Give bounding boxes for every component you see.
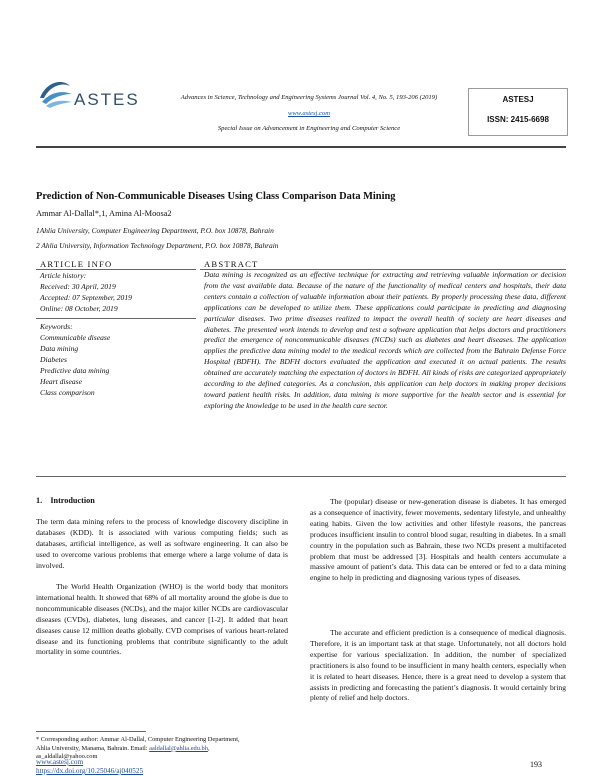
footnote-line	[36, 745, 288, 754]
footnote-text: ,	[207, 744, 210, 752]
affiliation-1: 1Ahlia University, Computer Engineering Department, P.O. box 10878, Bahrain	[36, 226, 274, 235]
abstract-bottom-rule	[36, 476, 566, 477]
keyword-item: Predictive data mining	[40, 366, 110, 375]
keyword-item: Data mining	[40, 344, 79, 353]
paper-title: Prediction of Non-Communicable Diseases Using Class Comparison Data Mining	[36, 191, 396, 202]
accepted-date: Accepted: 07 September, 2019	[40, 293, 132, 302]
journal-citation: Advances in Science, Technology and Engineering Systems Journal Vol. 4, No. 5, 193-206 (2019)	[180, 94, 438, 101]
footnote-text: Ahlia University, Manama, Bahrain. Email:	[36, 744, 150, 752]
right-column-2	[310, 628, 566, 704]
received-date: Received: 30 April, 2019	[40, 282, 116, 291]
article-info-heading: ARTICLE INFO	[40, 259, 113, 269]
affiliation-2: 2 Ahlia University, Information Technology Department, P.O. box 10878, Bahrain	[36, 241, 279, 250]
left-column	[36, 517, 288, 572]
info-mid-rule	[36, 318, 196, 319]
keywords-label: Keywords:	[40, 322, 73, 331]
logo-text: ASTES	[74, 90, 140, 109]
page-number: 193	[530, 760, 542, 769]
footer-url-link[interactable]: www.astesj.com	[36, 758, 84, 766]
paper-authors: Ammar Al-Dallal*,1, Amina Al-Moosa2	[36, 209, 172, 218]
right-column	[310, 497, 566, 584]
keyword-item: Class comparison	[40, 388, 95, 397]
history-label: Article history:	[40, 271, 87, 280]
footnote-line: * Corresponding author: Ammar Al-Dallal, Computer Engineering Department,	[36, 736, 240, 743]
journal-abbr: ASTESJ	[502, 95, 534, 104]
footnote-line: as_aldallal@yahoo.com	[36, 753, 98, 761]
abstract-heading: ABSTRACT	[204, 259, 259, 269]
paragraph: The World Health Organization (WHO) is the world body that monitors international health. It showed that 68% of all mortality around the globe is due to noncommunicable diseases (NCDs), and the major killer NCDs are cardiovascular diseases (CVDs), diabetes, lung diseases, and cancer [1-2]. It added that heart diseases cause 12 million deaths globally. CVD comprises of various heart-related disease and its functioning problems that contribute significantly to the adult mortality in some countries.	[36, 582, 288, 657]
header-divider	[36, 146, 566, 148]
footnote-rule	[36, 731, 146, 732]
doi-link[interactable]: https://dx.doi.org/10.25046/aj040525	[36, 767, 144, 775]
email-link[interactable]: aaldallal@ahlia.edu.bh	[149, 744, 208, 752]
section-heading-introduction: 1. Introduction	[36, 496, 95, 505]
journal-id-box	[468, 88, 568, 136]
special-issue: Special Issue on Advancement in Engineering and Computer Science	[217, 125, 401, 132]
keyword-item: Diabetes	[40, 355, 67, 364]
paragraph: The accurate and efficient prediction is a consequence of medical diagnosis. Therefore, it is an important task at that stage. Unfortunately, not all doctors hold expertise for various specialization. In addition, the number of specialized practitioners is also found to be insufficient in many health centers, especially when it is related to heart diseases. Hence, there is a great need to develop a system that assists in predicting and forecasting the patient’s diagnosis. It would certainly bring plenty of relief and help doctors.	[310, 628, 566, 703]
keyword-item: Heart disease	[40, 377, 82, 386]
keyword-item: Communicable disease	[40, 333, 111, 342]
journal-url-link[interactable]: www.astesj.com	[287, 110, 330, 117]
left-column-2	[36, 582, 288, 658]
online-date: Online: 08 October, 2019	[40, 304, 118, 313]
journal-logo	[36, 72, 140, 122]
journal-issn: ISSN: 2415-6698	[487, 115, 549, 124]
abstract-text: Data mining is recognized as an effective technique for extracting and retrieving valuable information or decision from the vast available data. Because of the nature of the functionality of medical centers and hospitals, their data centers contain a collection of valuable information about their patients. By properly processing these data, different applications can be developed to utilize them. These applications could participate in predicting and diagnosing particular diseases. Two prime diseases realized to impact the overall health of society are heart diseases and diabetes. The presented work intends to develop and test a software application that helps doctors and practitioners predict the emergence of noncommunicable diseases (NCDs) such as diabetes and heart diseases. The application applies the predictive data mining model to the medical records which are collected from the Bahrain Defense Force Hospital (BDFH). The BDFH doctors evaluated the application and executed it on actual patients. The results obtained are accurately matching the expectation of doctors in BDFH. All kinds of risks are categorized appropriately according to the defined categories. As a conclusion, this application can help doctors in making proper decisions toward patient health risks. In addition, data mining is more supportive for the health sector and is essential for exploring the knowledge to be used in the health care sector.	[204, 270, 566, 410]
paragraph: The (popular) disease or new-generation disease is diabetes. It has emerged as a consequence of inactivity, fewer movements, sedentary lifestyle, and unhealthy eating habits. Given the low activities and other lifestyle reasons, the pancreas produces insufficient insulin to control blood sugar, resulting in diabetes. In a small country in the population such as Bahrain, these two NCDs present a multifaceted problem that must be addressed [3]. Hospitals and health centers accumulate a massive amount of patient’s data. This data can be entered or fed to a data mining engine to help in predicting and diagnosing various types of diseases.	[310, 497, 566, 583]
paragraph: The term data mining refers to the process of knowledge discovery discipline in databases (KDD). It is associated with various computing fields; such as databases, artificial intelligence, as well as software engineering. It can also be used to overcome various problems that emerge where a large volume of data is involved.	[36, 517, 288, 570]
logo-swoosh-icon	[36, 72, 76, 112]
